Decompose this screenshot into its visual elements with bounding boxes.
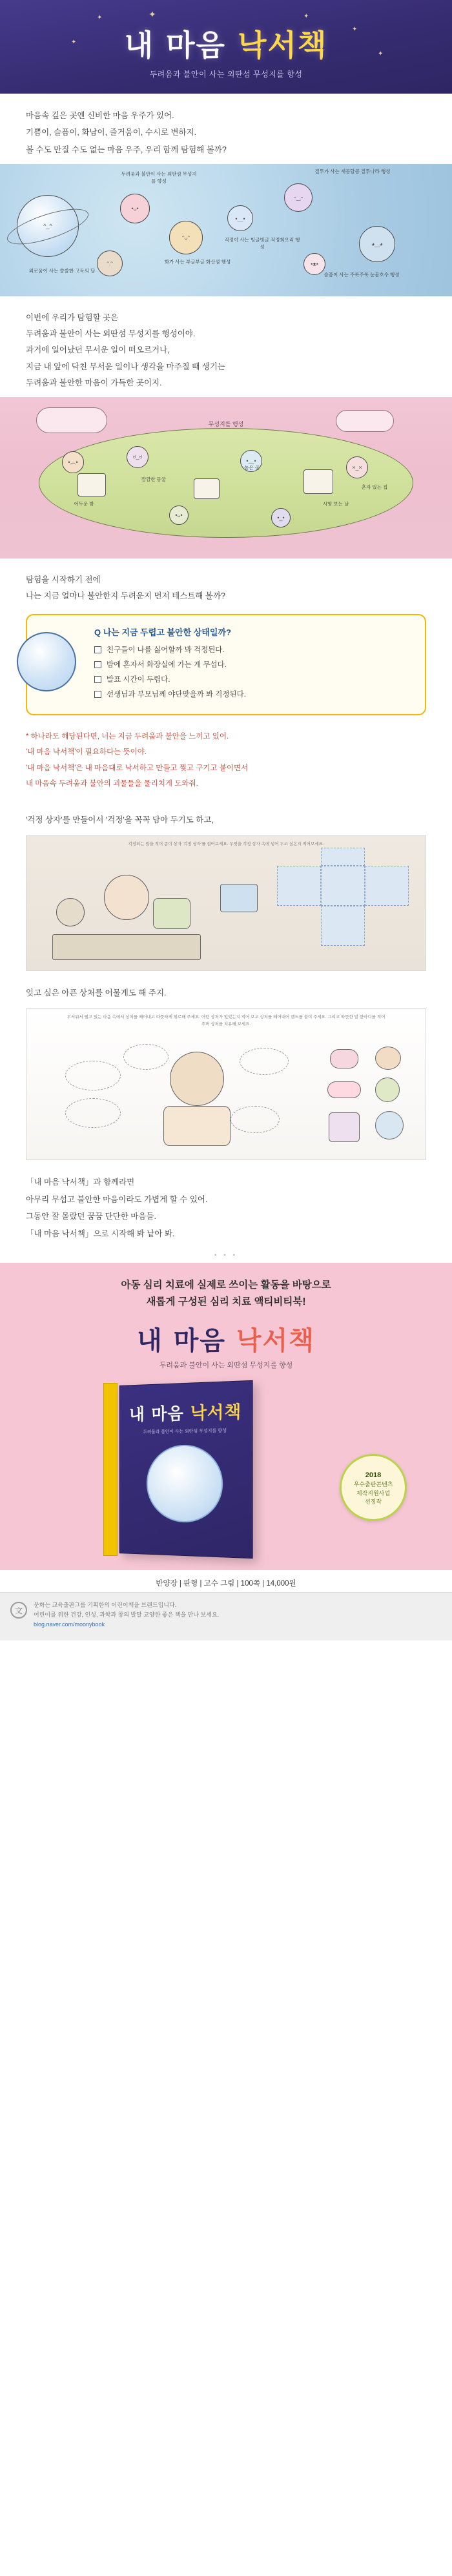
section-divider: • • • <box>214 1251 238 1259</box>
character-icon <box>271 508 291 527</box>
quiz-box <box>26 614 426 715</box>
badge-line-2: 제작지원사업 <box>356 1489 391 1497</box>
hut-icon <box>77 473 106 496</box>
closing-line: 그동안 잘 몰랐던 꿈꿈 단단한 마음들. <box>26 1212 156 1222</box>
hero-title-part-2: 낙서책 <box>238 28 328 63</box>
section1-caption <box>0 798 452 830</box>
hut-icon <box>303 469 333 494</box>
quiz-section <box>0 610 452 715</box>
face-icon: •︵• <box>68 459 78 466</box>
book-cover-illustration <box>147 1444 223 1523</box>
island-label: 시험 보는 날 <box>322 500 349 507</box>
quiz-option[interactable] <box>94 644 413 655</box>
checkbox-icon[interactable] <box>94 646 101 653</box>
intro-line: 마음속 깊은 곳엔 신비한 마음 우주가 있어. <box>26 111 174 120</box>
closing-line: 아무리 무섭고 불안한 마음이라도 가볍게 할 수 있어. <box>26 1194 208 1204</box>
book-spine <box>103 1383 118 1556</box>
mid-line: 과거에 일어났던 무서운 일이 떠오르거나, <box>26 345 170 355</box>
heart-sticker[interactable] <box>330 1049 358 1068</box>
box-net-panel <box>321 906 365 946</box>
write-area-oval[interactable] <box>240 1048 289 1075</box>
write-area-oval[interactable] <box>65 1061 121 1090</box>
write-area-oval[interactable] <box>231 1106 280 1133</box>
write-area-oval[interactable] <box>123 1044 169 1070</box>
scene-label: 질투가 사는 새콤달콤 질투나라 행성 <box>314 169 391 175</box>
planet-icon <box>359 226 395 262</box>
face-icon: •ᴥ• <box>311 261 318 268</box>
sparkle-icon: ✦ <box>71 39 77 46</box>
box-net-panel <box>365 866 409 906</box>
section1-caption-text: '걱정 상자'를 만들어서 '걱정'을 꼭꼭 담아 두기도 하고, <box>26 815 214 824</box>
cloud-sticker[interactable] <box>375 1111 404 1140</box>
book-cover-section <box>0 1376 452 1570</box>
quiz-option-label: 친구들이 나를 싫어할까 봐 걱정된다. <box>107 646 225 654</box>
box-net-panel <box>321 866 365 906</box>
badge-year: 2018 <box>365 1471 382 1479</box>
island-label: 어두운 밤 <box>74 500 94 507</box>
island-label: 높은 곳 <box>244 464 260 471</box>
face-icon: •﹏• <box>235 215 245 222</box>
promo-line-1: 아동 심리 치료에 실제로 쓰이는 활동을 바탕으로 <box>121 1279 331 1291</box>
face-icon: •ᴗ• <box>131 205 139 212</box>
planet-icon <box>227 205 253 231</box>
hero-title-part-1: 내 마음 <box>124 28 238 63</box>
island-map-illustration <box>0 397 452 558</box>
sparkle-icon: ✦ <box>352 26 358 33</box>
face-icon: •_• <box>277 514 285 521</box>
box-lid-panel <box>321 848 365 866</box>
island-label: 깜깜한 동굴 <box>141 476 167 482</box>
mid-line: 두려움과 불안한 마음이 가득한 곳이지. <box>26 378 162 387</box>
scene-label: 걱정이 사는 빙글빙글 걱정회오리 행성 <box>224 237 300 250</box>
scene-label: 화가 사는 부글부글 화산섬 행성 <box>164 259 231 265</box>
hero-banner <box>0 0 452 94</box>
quiz-question: Q 나는 지금 두렵고 불안한 상태일까? <box>94 628 231 637</box>
closing-line: 「내 마음 낙서책」과 함께라면 <box>26 1178 135 1187</box>
face-icon: ^_^ <box>43 223 52 230</box>
write-area-oval[interactable] <box>65 1098 121 1128</box>
checkbox-icon[interactable] <box>94 676 101 683</box>
book-cover-subtitle: 두려움과 불안이 사는 외딴섬 무성지를 향성 <box>143 1428 227 1435</box>
sparkle-icon: ✦ <box>303 13 309 20</box>
promo-title <box>0 1320 452 1357</box>
closing-text <box>0 1160 452 1248</box>
character-illustration <box>56 898 85 926</box>
scene-label: 슬픔이 사는 주룩주룩 눈물호수 행성 <box>324 272 400 278</box>
cloud-icon <box>336 410 394 432</box>
face-icon: ᵔᴗᵔ <box>182 234 190 241</box>
intro-line: 기쁨이, 슬픔이, 화남이, 즐거움이, 수시로 변하지. <box>26 128 197 138</box>
sparkle-icon: ✦ <box>149 9 156 19</box>
island-title-label: 무성지를 행성 <box>208 420 244 427</box>
mind-universe-illustration <box>0 164 452 296</box>
planet-icon <box>284 183 313 212</box>
planet-icon <box>120 194 150 223</box>
promo-subtitle: 두려움과 불안이 사는 외딴섬 무성지를 향성 <box>159 1361 293 1369</box>
publisher-blog-link[interactable]: blog.naver.com/moonybook <box>34 1621 105 1628</box>
character-icon <box>169 506 189 525</box>
mid-line: 이번에 우리가 탐험할 곳은 <box>26 313 119 323</box>
face-icon: ×_× <box>352 464 362 471</box>
sparkle-icon: ✦ <box>378 50 384 57</box>
hero-subtitle: 두려움과 불안이 사는 외딴섬 무성지를 향성 <box>149 70 303 79</box>
checkbox-icon[interactable] <box>94 691 101 698</box>
quiz-option[interactable] <box>94 659 413 670</box>
sparkle-icon: ✦ <box>97 14 103 21</box>
scene-label: 외로움이 사는 쓸쓸한 고독의 달 <box>28 268 96 274</box>
character-illustration <box>104 875 149 920</box>
mid-text <box>0 296 452 397</box>
award-badge <box>340 1454 407 1521</box>
intro-text <box>0 94 452 164</box>
bandage-sticker[interactable] <box>327 1081 361 1098</box>
table-illustration <box>52 934 201 960</box>
red-note-text <box>0 715 452 798</box>
character-icon <box>346 456 368 478</box>
star-sticker[interactable] <box>375 1078 400 1102</box>
red-note-line: '내 마음 낙서책'은 내 마음대로 낙서하고 만들고 찢고 구기고 붙이면서 <box>26 764 249 772</box>
quiz-option[interactable] <box>94 674 413 684</box>
healing-stickers-activity-spread <box>26 1008 426 1160</box>
face-icon: ◕‿◕ <box>371 240 384 247</box>
character-body-illustration <box>163 1106 231 1146</box>
promo-banner <box>0 1263 452 1376</box>
face-icon: ᵕ‿ᵕ <box>293 194 303 201</box>
island-label: 혼자 있는 집 <box>361 484 388 490</box>
book-cover-title <box>120 1398 252 1425</box>
promo-title-part-2: 낙서책 <box>236 1325 315 1356</box>
before-start-line: 탐험을 시작하기 전에 <box>26 575 101 584</box>
publisher-logo-icon: 文 <box>10 1602 27 1619</box>
promo-title-part-1: 내 마음 <box>137 1325 236 1356</box>
cloud-icon <box>36 407 107 433</box>
page-title <box>0 22 452 65</box>
activity-instructions: 무서워서 떨고 있는 마음 속에서 상처를 떼어내고 따뜻하게 위로해 주세요. 어떤 상처가 있었는지 적어 보고 상처를 떼어내어 밴드를 붙여 주세요. 그리고 따뜻한 말 한마디를 적어주며 상처를 치유해 보세요. <box>67 1015 385 1027</box>
plaster-sticker[interactable] <box>375 1047 401 1070</box>
checkbox-icon[interactable] <box>94 661 101 668</box>
pill-bottle-sticker[interactable] <box>329 1112 360 1142</box>
section2-caption-text: 잊고 싶은 아픈 상처를 어물게도 해 주지. <box>26 988 167 998</box>
bubble-shape <box>17 632 76 691</box>
planet-icon <box>97 250 123 276</box>
character-icon <box>127 446 149 468</box>
mid-line: 지금 내 앞에 닥친 무서운 일이나 생각을 마주칠 때 생기는 <box>26 362 225 371</box>
red-note-line: 내 마음속 두려움과 불안의 괴물들을 물리치게 도와줘. <box>26 780 198 788</box>
publisher-footer <box>0 1592 452 1641</box>
worry-box-activity-spread <box>26 835 426 971</box>
section2-caption <box>0 971 452 1003</box>
activity-instructions: 걱정되는 일을 적어 종이 상자 '걱정 상자'를 접어보세요. 무엇을 걱정 상자 속에 넣어 두고 싶은지 적어보세요. <box>128 842 324 847</box>
badge-line-1: 우수출판콘텐츠 <box>353 1481 393 1488</box>
mid-line: 두려움과 불안이 사는 외딴섬 무성지를 행성이야. <box>26 329 196 339</box>
box-net-panel <box>277 866 321 906</box>
intro-line: 볼 수도 만질 수도 없는 마음 우주, 우리 함께 탐험해 볼까? <box>26 145 227 154</box>
character-illustration <box>170 1052 224 1106</box>
character-icon <box>62 451 84 473</box>
planet-icon <box>303 253 325 275</box>
footer-line-2: 어린이를 위한 건강, 인성, 과학과 창의 발달 교양한 좋은 책을 만나 보세요. <box>34 1611 220 1618</box>
face-icon: ಠ_ಠ <box>132 453 143 460</box>
red-note-line: '내 마음 낙서책'이 필요하다는 뜻이야. <box>26 748 147 757</box>
face-icon: ᵔ.ᵔ <box>107 260 113 267</box>
quiz-option-label: 선생님과 부모님께 야단맞을까 봐 걱정된다. <box>107 691 246 699</box>
before-start-line: 나는 지금 얼마나 불안한지 두려운지 먼저 테스트해 볼까? <box>26 591 225 600</box>
quiz-option-label: 밤에 혼자서 화장실에 가는 게 무섭다. <box>107 661 227 669</box>
book-spec: 반양장 | 판형 | 고수 그림 | 100쪽 | 14,000원 <box>0 1570 452 1592</box>
face-icon: •﹏• <box>246 458 256 465</box>
scene-label: 두려움과 불안이 사는 외딴섬 무성지를 향성 <box>121 171 197 185</box>
footer-line-1: 문화는 교육출판그룹 기획한의 어린이책을 브랜드입니다. <box>34 1601 177 1608</box>
promo-line-2: 새롭게 구성된 심리 치료 액티비티북! <box>146 1296 306 1308</box>
worried-face-bubble-icon <box>10 627 81 697</box>
quiz-option-label: 발표 시간이 두렵다. <box>107 676 170 684</box>
jar-illustration <box>153 898 190 929</box>
arrow-box-illustration <box>220 884 258 912</box>
book-title-part-1: 내 마음 <box>129 1404 190 1425</box>
planet-icon <box>169 221 203 254</box>
book-cover <box>119 1380 253 1558</box>
quiz-option[interactable] <box>94 689 413 699</box>
badge-line-3: 선정작 <box>364 1498 382 1506</box>
face-icon: •ᴗ• <box>175 511 183 518</box>
closing-line: 「내 마음 낙서책」으로 시작해 봐 낱아 봐. <box>26 1229 175 1238</box>
book-title-part-2: 낙서책 <box>190 1402 242 1424</box>
before-start-text <box>0 558 452 610</box>
hut-icon <box>194 478 220 499</box>
red-note-line: * 하나라도 해당된다면, 너는 지금 두려움과 불안을 느끼고 있어. <box>26 733 229 741</box>
